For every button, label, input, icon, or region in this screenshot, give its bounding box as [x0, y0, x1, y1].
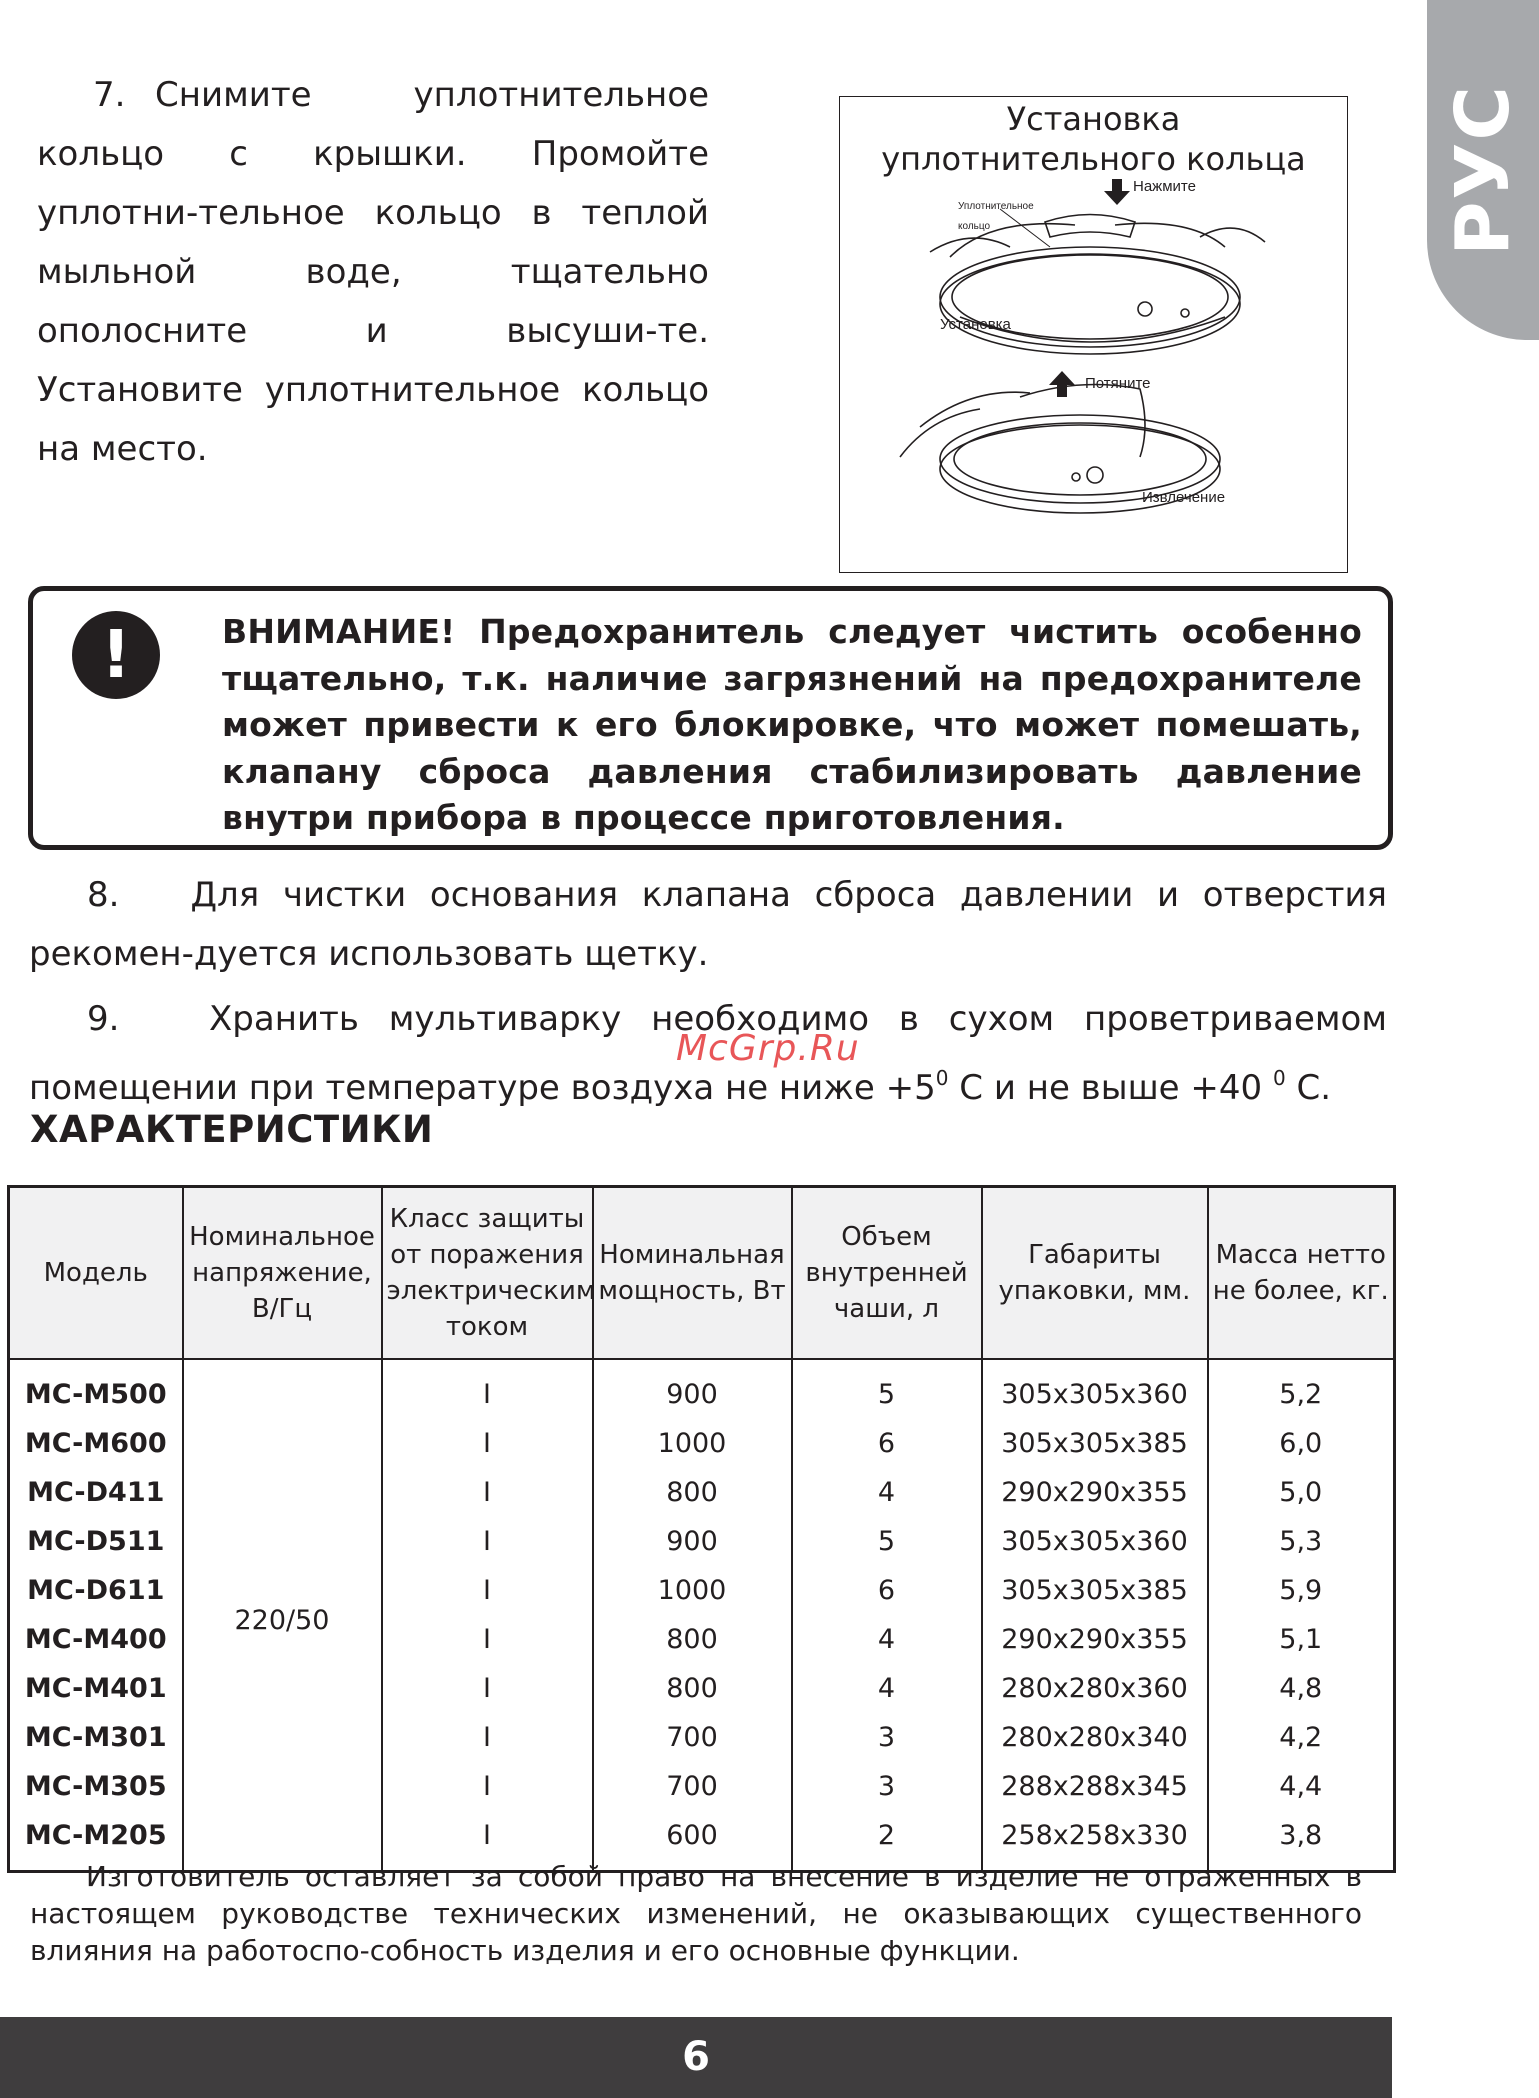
cell-mass: 6,0	[1208, 1419, 1395, 1468]
warning-box	[28, 586, 1393, 850]
step-8-number: 8.	[87, 875, 120, 915]
cell-class: I	[382, 1713, 593, 1762]
cell-power: 1000	[593, 1566, 792, 1615]
cell-class: I	[382, 1566, 593, 1615]
step-7-text: Снимите уплотнительное кольцо с крышки. Промойте уплотни-тельное кольцо в теплой мыльной воде, тщательно ополосните и высуши-те. Установите уплотнительное кольцо на место.	[37, 75, 709, 469]
header-dimensions: Габариты упаковки, мм.	[982, 1187, 1208, 1360]
cell-volume: 3	[792, 1762, 982, 1811]
step-8-text: Для чистки основания клапана сброса давлении и отверстия рекомен-дуется использовать щетку.	[29, 875, 1387, 974]
cell-class: I	[382, 1615, 593, 1664]
step-9-text-b: С и не выше +40	[948, 1068, 1273, 1108]
cell-dimensions: 305x305x360	[982, 1359, 1208, 1419]
cell-dimensions: 280x280x360	[982, 1664, 1208, 1713]
cell-dimensions: 258x258x330	[982, 1811, 1208, 1872]
degree-superscript-2: 0	[1272, 1066, 1286, 1090]
cell-volume: 2	[792, 1811, 982, 1872]
section-title: ХАРАКТЕРИСТИКИ	[30, 1108, 434, 1151]
exclamation-icon: !	[72, 611, 160, 699]
cell-mass: 4,8	[1208, 1664, 1395, 1713]
pull-arrow-icon	[1049, 371, 1075, 397]
cell-dimensions: 288x288x345	[982, 1762, 1208, 1811]
cell-model: MC-D411	[9, 1468, 183, 1517]
label-remove: Извлечение	[1142, 489, 1226, 506]
label-pull: Потяните	[1085, 375, 1151, 392]
step-9-text-a: Хранить мультиварку необходимо в сухом проветриваемом помещении при температуре воздуха не ниже +5	[29, 999, 1387, 1108]
cell-model: MC-M401	[9, 1664, 183, 1713]
cell-model: MC-M305	[9, 1762, 183, 1811]
cell-power: 600	[593, 1811, 792, 1872]
cell-dimensions: 305x305x385	[982, 1566, 1208, 1615]
cell-dimensions: 290x290x355	[982, 1468, 1208, 1517]
ring-diagram	[840, 97, 1349, 574]
watermark: McGrp.Ru	[676, 1028, 860, 1069]
sealing-ring-illustration	[839, 96, 1348, 573]
cell-voltage: 220/50	[183, 1359, 382, 1872]
cell-volume: 6	[792, 1566, 982, 1615]
cell-mass: 5,0	[1208, 1468, 1395, 1517]
cell-model: MC-M500	[9, 1359, 183, 1419]
cell-model: MC-M400	[9, 1615, 183, 1664]
cell-class: I	[382, 1359, 593, 1419]
disclaimer-paragraph	[30, 1858, 1362, 1969]
step-9-text-c: С.	[1285, 1068, 1332, 1108]
header-protection-class: Класс защиты от поражения электрическим током	[382, 1187, 593, 1360]
cell-power: 1000	[593, 1419, 792, 1468]
step-8-paragraph	[29, 866, 1387, 984]
install-drawing	[930, 215, 1265, 355]
cell-class: I	[382, 1811, 593, 1872]
cell-power: 800	[593, 1615, 792, 1664]
cell-power: 700	[593, 1762, 792, 1811]
cell-volume: 4	[792, 1664, 982, 1713]
cell-volume: 5	[792, 1517, 982, 1566]
cell-class: I	[382, 1664, 593, 1713]
cell-power: 800	[593, 1468, 792, 1517]
header-voltage: Номинальное напряжение, В/Гц	[183, 1187, 382, 1360]
label-ring-line-1: Уплотнительное	[958, 201, 1034, 212]
cell-class: I	[382, 1468, 593, 1517]
cell-class: I	[382, 1419, 593, 1468]
page-footer	[0, 2017, 1392, 2098]
table-header-row	[9, 1187, 1395, 1360]
language-tab	[1427, 0, 1539, 340]
illustration-title-line-2: уплотнительного кольца	[881, 140, 1306, 178]
cell-power: 800	[593, 1664, 792, 1713]
cell-dimensions: 305x305x385	[982, 1419, 1208, 1468]
header-mass: Масса нетто не более, кг.	[1208, 1187, 1395, 1360]
cell-volume: 4	[792, 1615, 982, 1664]
language-tab-label: РУС	[1440, 84, 1526, 256]
cell-mass: 4,4	[1208, 1762, 1395, 1811]
cell-dimensions: 280x280x340	[982, 1713, 1208, 1762]
warning-text: ВНИМАНИЕ! Предохранитель следует чистить особенно тщательно, т.к. наличие загрязнений на предохранителе может привести к его блокировке, что может помешать, клапану сброса давления стабилизировать давление внутри прибора в процессе приготовления.	[222, 612, 1362, 837]
label-ring-line-2: кольцо	[958, 221, 991, 232]
step-7-number: 7.	[93, 75, 126, 115]
cell-mass: 5,9	[1208, 1566, 1395, 1615]
cell-class: I	[382, 1762, 593, 1811]
cell-volume: 4	[792, 1468, 982, 1517]
cell-model: MC-M301	[9, 1713, 183, 1762]
cell-model: MC-M205	[9, 1811, 183, 1872]
cell-volume: 5	[792, 1359, 982, 1419]
cell-volume: 3	[792, 1713, 982, 1762]
specifications-table	[7, 1185, 1396, 1873]
cell-mass: 5,2	[1208, 1359, 1395, 1419]
header-power: Номинальная мощность, Вт	[593, 1187, 792, 1360]
step-9-number: 9.	[87, 999, 120, 1039]
cell-power: 900	[593, 1359, 792, 1419]
disclaimer-text: Изготовитель оставляет за собой право на внесение в изделие не отраженных в настоящем руководстве технических изменений, не оказывающих существенного влияния на работоспо-собность изделия и его основные функции.	[30, 1860, 1362, 1967]
label-press: Нажмите	[1133, 178, 1196, 195]
cell-model: MC-D511	[9, 1517, 183, 1566]
step-7-paragraph	[37, 66, 709, 479]
cell-power: 700	[593, 1713, 792, 1762]
cell-mass: 3,8	[1208, 1811, 1395, 1872]
table-row	[9, 1359, 1395, 1419]
cell-volume: 6	[792, 1419, 982, 1468]
page-number: 6	[682, 2034, 710, 2080]
cell-dimensions: 305x305x360	[982, 1517, 1208, 1566]
label-install: Установка	[940, 316, 1011, 333]
cell-mass: 5,1	[1208, 1615, 1395, 1664]
degree-superscript-1: 0	[935, 1066, 949, 1090]
cell-class: I	[382, 1517, 593, 1566]
cell-model: MC-M600	[9, 1419, 183, 1468]
press-arrow-icon	[1104, 179, 1130, 205]
cell-power: 900	[593, 1517, 792, 1566]
cell-dimensions: 290x290x355	[982, 1615, 1208, 1664]
cell-model: MC-D611	[9, 1566, 183, 1615]
header-model: Модель	[9, 1187, 183, 1360]
illustration-title-line-1: Установка	[1006, 100, 1181, 138]
cell-mass: 5,3	[1208, 1517, 1395, 1566]
header-volume: Объем внутренней чаши, л	[792, 1187, 982, 1360]
cell-mass: 4,2	[1208, 1713, 1395, 1762]
